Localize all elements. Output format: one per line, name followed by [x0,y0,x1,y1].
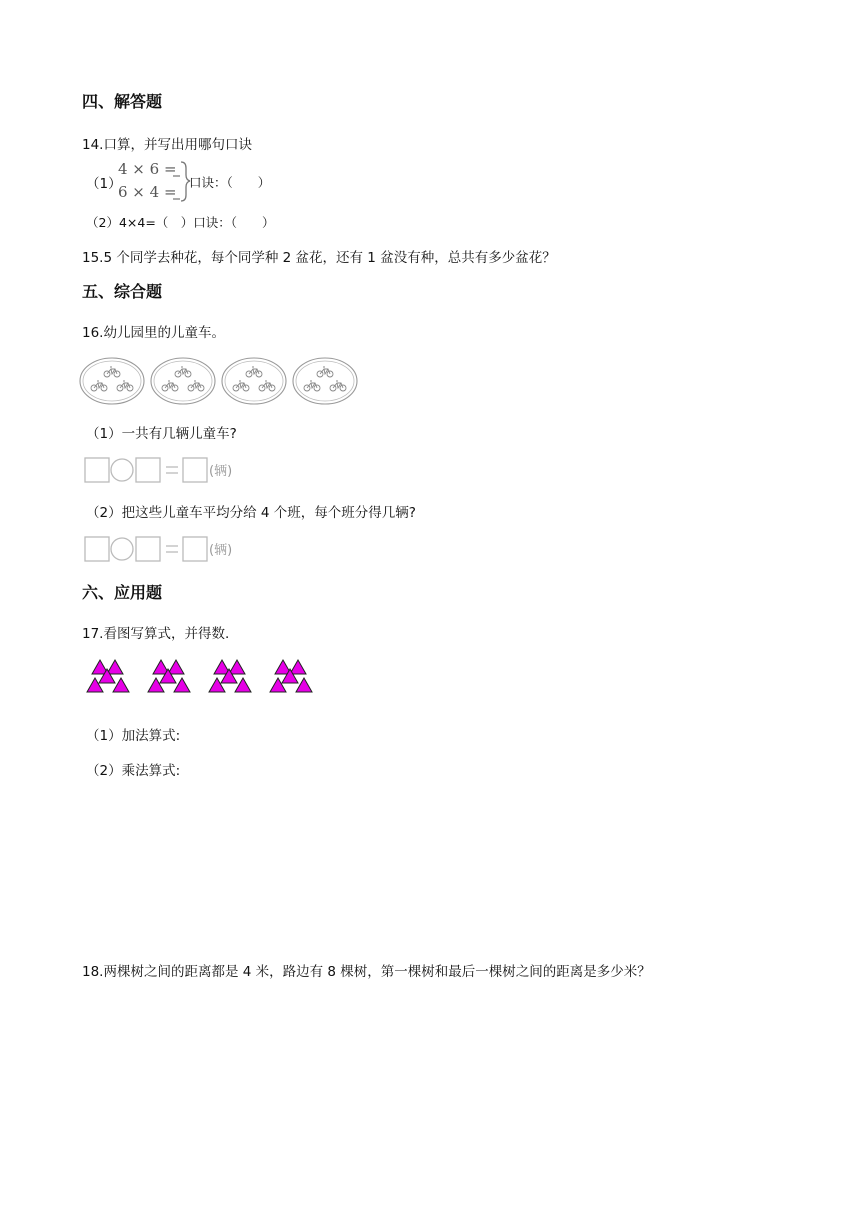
triangle-shape [296,678,312,692]
triangle-shape [229,660,245,674]
question-15-stem: 15.5 个同学去种花，每个同学种 2 盆花，还有 1 盆没有种，总共有多少盆花？ [82,250,556,266]
bike-group [293,358,357,404]
bicycle-icon [162,381,178,391]
triangle-shape [168,660,184,674]
bicycle-icon [175,367,191,377]
triangle-shape [174,678,190,692]
question-14-equation-1: 4 × 6 = [118,160,177,178]
question-14-stem: 14.口算，并写出用哪句口诀 [82,137,252,153]
bicycle-icon [91,381,107,391]
bicycle-icon [317,367,333,377]
operator-circle [111,538,133,560]
bike-group [222,358,286,404]
question-14-equation-2: 6 × 4 = [118,183,177,201]
triangle-group [148,660,190,692]
question-14-part1-koujue: 口诀：（ ） [189,175,271,190]
bicycle-icon [188,381,204,391]
answer-box [136,537,160,561]
unit-label-2: (辆) [209,543,233,558]
answer-box [85,537,109,561]
triangle-group [209,660,251,692]
bicycle-icon [117,381,133,391]
question-16-part1: （1）一共有几辆儿童车? [86,426,237,442]
triangle-group [270,660,312,692]
triangle-shape [235,678,251,692]
bicycle-icon [246,367,262,377]
bike-group [80,358,144,404]
bicycle-icon [330,381,346,391]
section-heading-6: 六、应用题 [82,583,163,602]
triangle-shape [290,660,306,674]
question-14-part2: （2）4×4=（ ）口诀：（ ） [86,215,275,230]
bicycle-icon [304,381,320,391]
question-17-part1: （1）加法算式: [86,728,181,744]
question-17-stem: 17.看图写算式，并得数. [82,626,230,642]
operator-circle [111,459,133,481]
triangle-shape [107,660,123,674]
answer-box [85,458,109,482]
bicycle-icon [104,367,120,377]
section-heading-5: 五、综合题 [82,282,163,301]
answer-box [183,458,207,482]
question-14-part1-label: （1） [86,176,122,192]
question-17-part2: （2）乘法算式: [86,763,181,779]
answer-box [183,537,207,561]
bike-groups-figure [78,354,368,410]
bike-group [151,358,215,404]
triangle-groups-figure [80,655,320,705]
bicycle-icon [233,381,249,391]
bicycle-icon [259,381,275,391]
question-16-stem: 16.幼儿园里的儿童车。 [82,325,225,341]
question-18-stem: 18.两棵树之间的距离都是 4 米，路边有 8 棵树，第一棵树和最后一棵树之间的距离是多少米？ [82,964,651,980]
unit-label-1: (辆) [209,464,233,479]
triangle-group [87,660,129,692]
section-heading-4: 四、解答题 [82,92,163,111]
question-16-part2: （2）把这些儿童车平均分给 4 个班，每个班分得几辆? [86,505,416,521]
answer-box [136,458,160,482]
triangle-shape [113,678,129,692]
